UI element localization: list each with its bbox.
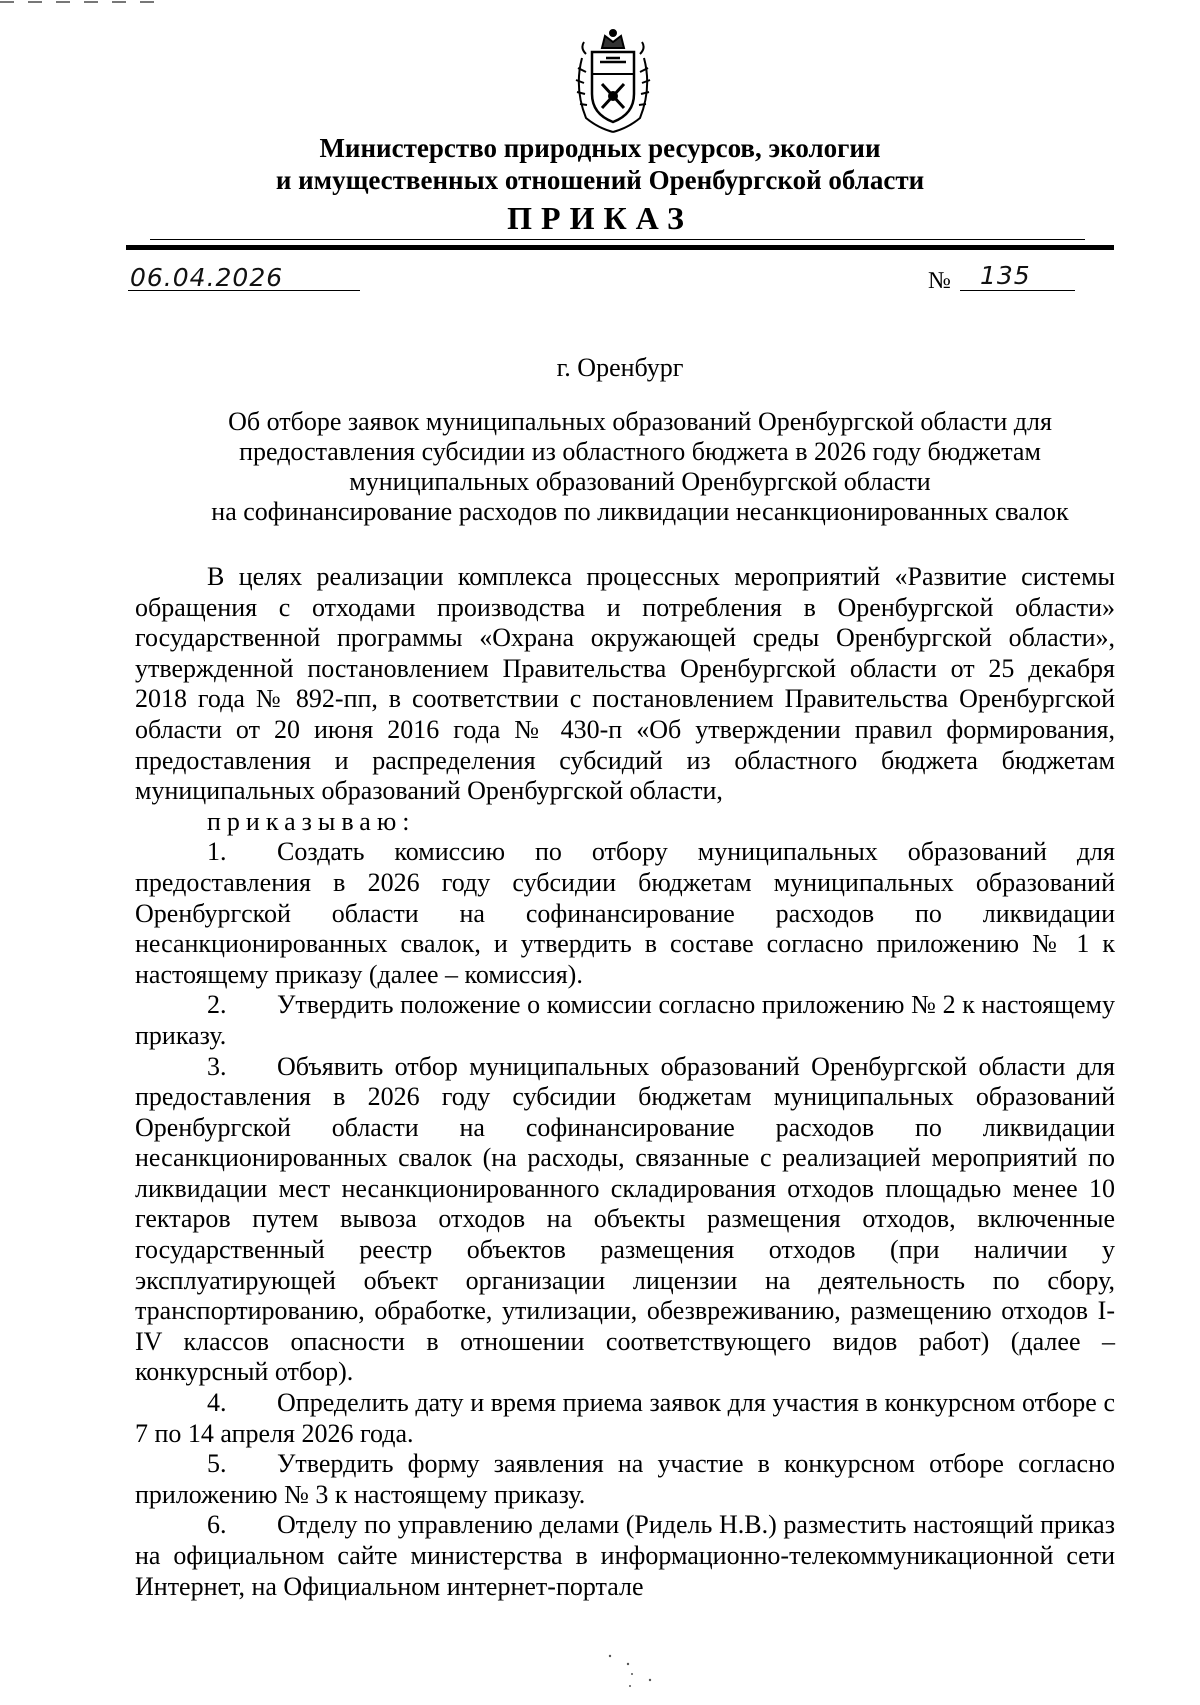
order-item [135, 1388, 1115, 1449]
subject-line: предоставления субсидии из областного бюджета в 2026 году бюджетам [239, 437, 1041, 466]
order-item [135, 1052, 1115, 1389]
item-text: Определить дату и время приема заявок для участия в конкурсном отборе с 7 по 14 апреля 2026 года. [135, 1388, 1115, 1448]
document-date: 06.04.2026 [130, 263, 284, 292]
document-number: 135 [980, 261, 1031, 290]
item-number: 1. [207, 837, 227, 867]
order-word: приказываю: [207, 806, 416, 836]
order-item [135, 1510, 1115, 1602]
header-rule-thick [126, 245, 1114, 250]
city: г. Оренбург [556, 353, 684, 382]
item-text: Объявить отбор муниципальных образований Оренбургской области для предоставления в 2026 году субсидии бюджетам муниципальных образований Оренбургской области на софинансирование расходов по ликвидации несанкционированных свалок (на расходы, связанные с реализацией мероприятий по ликвидации мест несанкционированного складирования отходов площадью менее 10 гектаров путем вывоза отходов на объекты размещения отходов, включенные государственный реестр объектов размещения отходов (при наличии у эксплуатирующей объект организации лицензии на деятельность по сбору, транспортированию, обработке, утилизации, обезвреживанию, размещению отходов I-IV классов опасности в отношении соответствующего видов работ) (далее – конкурсный отбор). [135, 1051, 1115, 1387]
document-type: ПРИКАЗ [507, 200, 693, 236]
document-body [135, 562, 1115, 1602]
subject-line: на софинансирование расходов по ликвидации несанкционированных свалок [211, 497, 1069, 526]
org-name-line1: Министерство природных ресурсов, экологии [319, 133, 881, 163]
order-item [135, 837, 1115, 990]
item-number: 6. [207, 1510, 227, 1540]
scan-specks [600, 1650, 660, 1690]
org-name-line2: и имущественных отношений Оренбургской области [275, 165, 925, 195]
item-number: 5. [207, 1449, 227, 1479]
date-underline [128, 290, 360, 291]
number-underline [960, 290, 1075, 291]
preamble-paragraph: В целях реализации комплекса процессных мероприятий «Развитие системы обращения с отходами производства и потребления в Оренбургской области» государственной программы «Охрана окружающей среды Оренбургской области», утвержденной постановлением Правительства Оренбургской области от 25 декабря 2018 года № 892-пп, в соответствии с постановлением Правительства Оренбургской области от 20 июня 2016 года № 430-п «Об утверждении правил формирования, предоставления и распределения субсидий из областного бюджета бюджетам муниципальных образований Оренбургской области, [135, 562, 1115, 806]
item-text: Создать комиссию по отбору муниципальных образований для предоставления в 2026 году субсидии бюджетам муниципальных образований Оренбургской области на софинансирование расходов по ликвидации несанкционированных свалок, и утвердить в составе согласно приложению № 1 к настоящему приказу (далее – комиссия). [135, 837, 1115, 989]
item-text: Отделу по управлению делами (Ридель Н.В.) разместить настоящий приказ на официальном сайте министерства в информационно-телекоммуникационной сети Интернет, на Официальном интернет-портале [135, 1510, 1115, 1601]
order-item [135, 1449, 1115, 1510]
header-rule-thin [150, 239, 1085, 240]
item-text: Утвердить форму заявления на участие в конкурсном отборе согласно приложению № 3 к настоящему приказу. [135, 1449, 1115, 1509]
order-item [135, 990, 1115, 1051]
item-number: 3. [207, 1051, 227, 1081]
document-subject [140, 407, 1140, 527]
item-number: 2. [207, 990, 227, 1020]
item-text: Утвердить положение о комиссии согласно приложению № 2 к настоящему приказу. [135, 990, 1115, 1050]
subject-line: муниципальных образований Оренбургской области [349, 467, 931, 496]
scan-corner-marks [0, 0, 170, 6]
number-label: № [928, 268, 951, 294]
coat-of-arms-icon [572, 28, 654, 136]
item-number: 4. [207, 1388, 227, 1418]
subject-line: Об отборе заявок муниципальных образований Оренбургской области для [228, 407, 1052, 436]
